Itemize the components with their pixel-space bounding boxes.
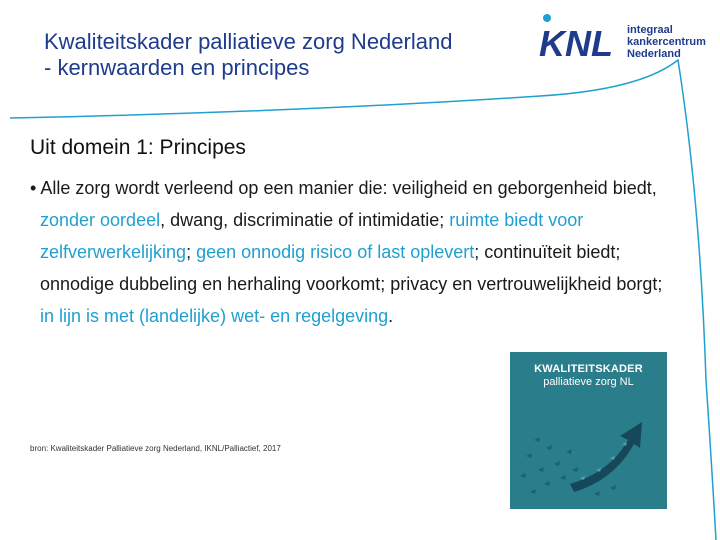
logo-text-line2: kankercentrum xyxy=(627,36,706,48)
logo-text-line1: integraal xyxy=(627,24,673,36)
iknl-logo-mark xyxy=(537,12,619,72)
highlight-ruimte-zelfverwerkelijking: ruimte biedt voor zelfverwerkelijking xyxy=(40,210,584,262)
source-note: bron: Kwaliteitskader Palliatieve zorg Nederland, IKNL/Palliactief, 2017 xyxy=(30,444,281,453)
text-segment: . xyxy=(388,306,394,326)
logo-wordmark xyxy=(627,24,717,60)
text-segment: Alle zorg wordt verleend op een manier die: veiligheid en geborgenheid biedt, xyxy=(40,178,657,198)
bullet-symbol: • xyxy=(30,178,37,198)
principles-bullet xyxy=(30,172,670,332)
report-cover-image xyxy=(510,352,667,509)
text-segment: ; continuïteit biedt; onnodige dubbeling en herhaling voorkomt; privacy en vertrouwelijkheid borgt; xyxy=(40,242,663,294)
text-segment: ; xyxy=(186,242,197,262)
highlight-wet-regelgeving: in lijn is met (landelijke) wet- en regelgeving xyxy=(40,306,389,326)
highlight-zonder-oordeel: zonder oordeel xyxy=(40,210,161,230)
iknl-logo xyxy=(537,12,712,72)
cover-subtitle: palliatieve zorg NL xyxy=(543,376,634,388)
slide-title-line1: Kwaliteitskader palliatieve zorg Nederland xyxy=(44,29,453,54)
slide-title xyxy=(44,29,514,81)
logo-mark-text: KNL xyxy=(539,23,613,64)
slide-title-line2: - kernwaarden en principes xyxy=(44,55,310,80)
section-heading: Uit domein 1: Principes xyxy=(30,136,246,159)
highlight-geen-onnodig-risico: geen onnodig risico of last oplevert xyxy=(196,242,475,262)
logo-text-line3: Nederland xyxy=(627,48,681,60)
text-segment: , dwang, discriminatie of intimidatie; xyxy=(160,210,450,230)
cover-title: KWALITEITSKADER xyxy=(534,363,643,375)
